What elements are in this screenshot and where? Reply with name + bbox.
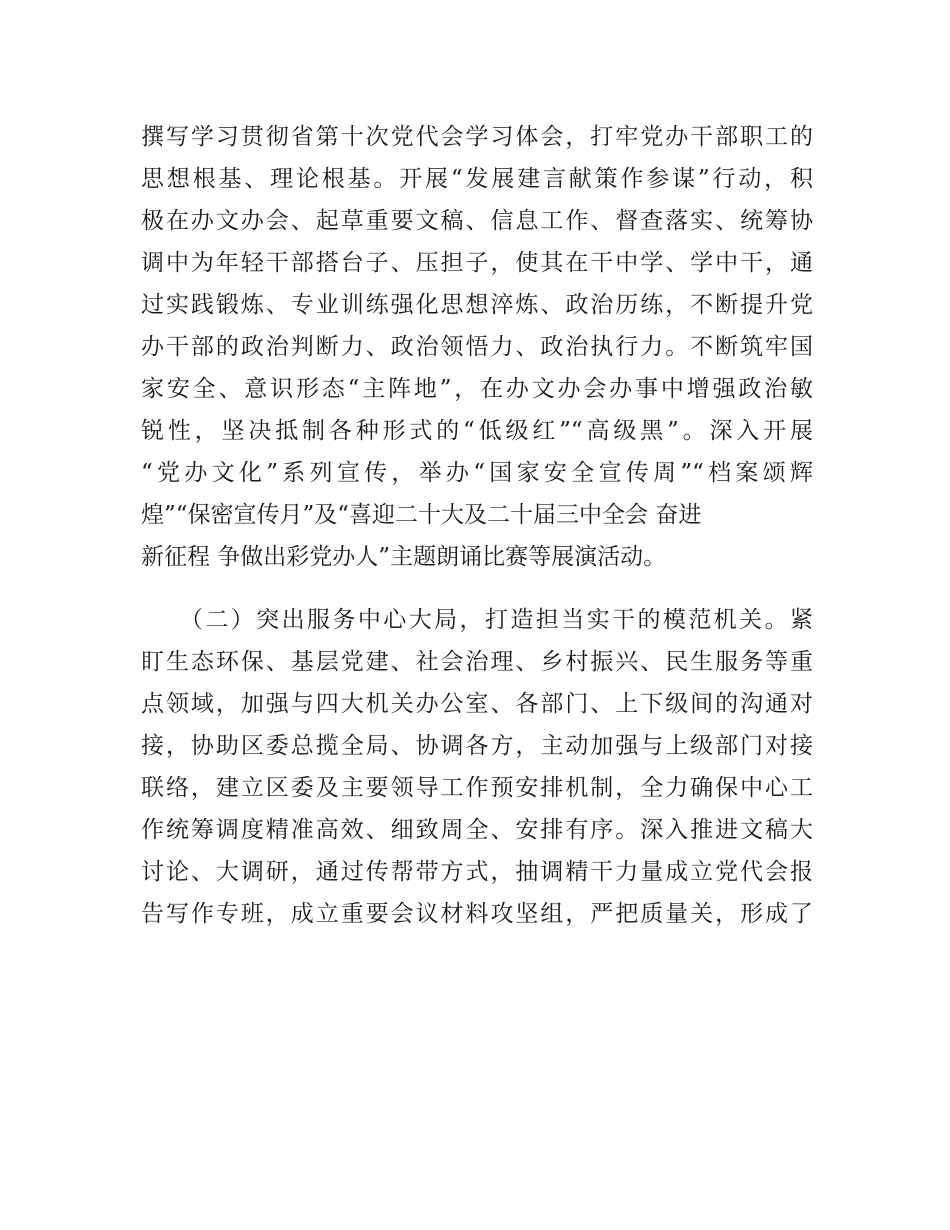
text-line: 联络，建立区委及主要领导工作预安排机制，全力确保中心工 (141, 775, 813, 801)
text-line: 锐性，坚决抵制各种形式的“低级红”“高级黑”。深入开展 (141, 418, 813, 444)
text-line: 极在办文办会、起草重要文稿、信息工作、督查落实、统筹协 (141, 208, 813, 234)
text-line: 思想根基、理论根基。开展“发展建言献策作参谋”行动，积 (141, 166, 813, 192)
document-body (141, 116, 813, 935)
text-line: 撰写学习贯彻省第十次党代会学习体会，打牢党办干部职工的 (141, 124, 813, 150)
text-line: 接，协助区委总揽全局、协调各方，主动加强与上级部门对接 (141, 733, 813, 759)
text-line: 家安全、意识形态“主阵地”，在办文办会办事中增强政治敏 (141, 376, 813, 402)
text-line: （二）突出服务中心大局，打造担当实干的模范机关。紧 (141, 607, 813, 633)
text-line: 作统筹调度精准高效、细致周全、安排有序。深入推进文稿大 (141, 817, 813, 843)
paragraph-1 (141, 116, 813, 578)
text-line: 调中为年轻干部搭台子、压担子，使其在干中学、学中干，通 (141, 250, 813, 276)
text-line: 办干部的政治判断力、政治领悟力、政治执行力。不断筑牢国 (141, 334, 813, 360)
text-line: “党办文化”系列宣传，举办“国家安全宣传周”“档案颂辉 (141, 460, 813, 486)
paragraph-2 (141, 599, 813, 935)
text-line: 盯生态环保、基层党建、社会治理、乡村振兴、民生服务等重 (141, 649, 813, 675)
text-line: 点领域，加强与四大机关办公室、各部门、上下级间的沟通对 (141, 691, 813, 717)
text-line: 讨论、大调研，通过传帮带方式，抽调精干力量成立党代会报 (141, 859, 813, 885)
paragraph-spacing (141, 578, 813, 599)
text-line: 新征程 争做出彩党办人”主题朗诵比赛等展演活动。 (141, 544, 667, 570)
text-line: 过实践锻炼、专业训练强化思想淬炼、政治历练，不断提升党 (141, 292, 813, 318)
text-line: 告写作专班，成立重要会议材料攻坚组，严把质量关，形成了 (141, 901, 813, 927)
text-line: 煌”“保密宣传月”及“喜迎二十大及二十届三中全会 奋进 (141, 502, 702, 528)
